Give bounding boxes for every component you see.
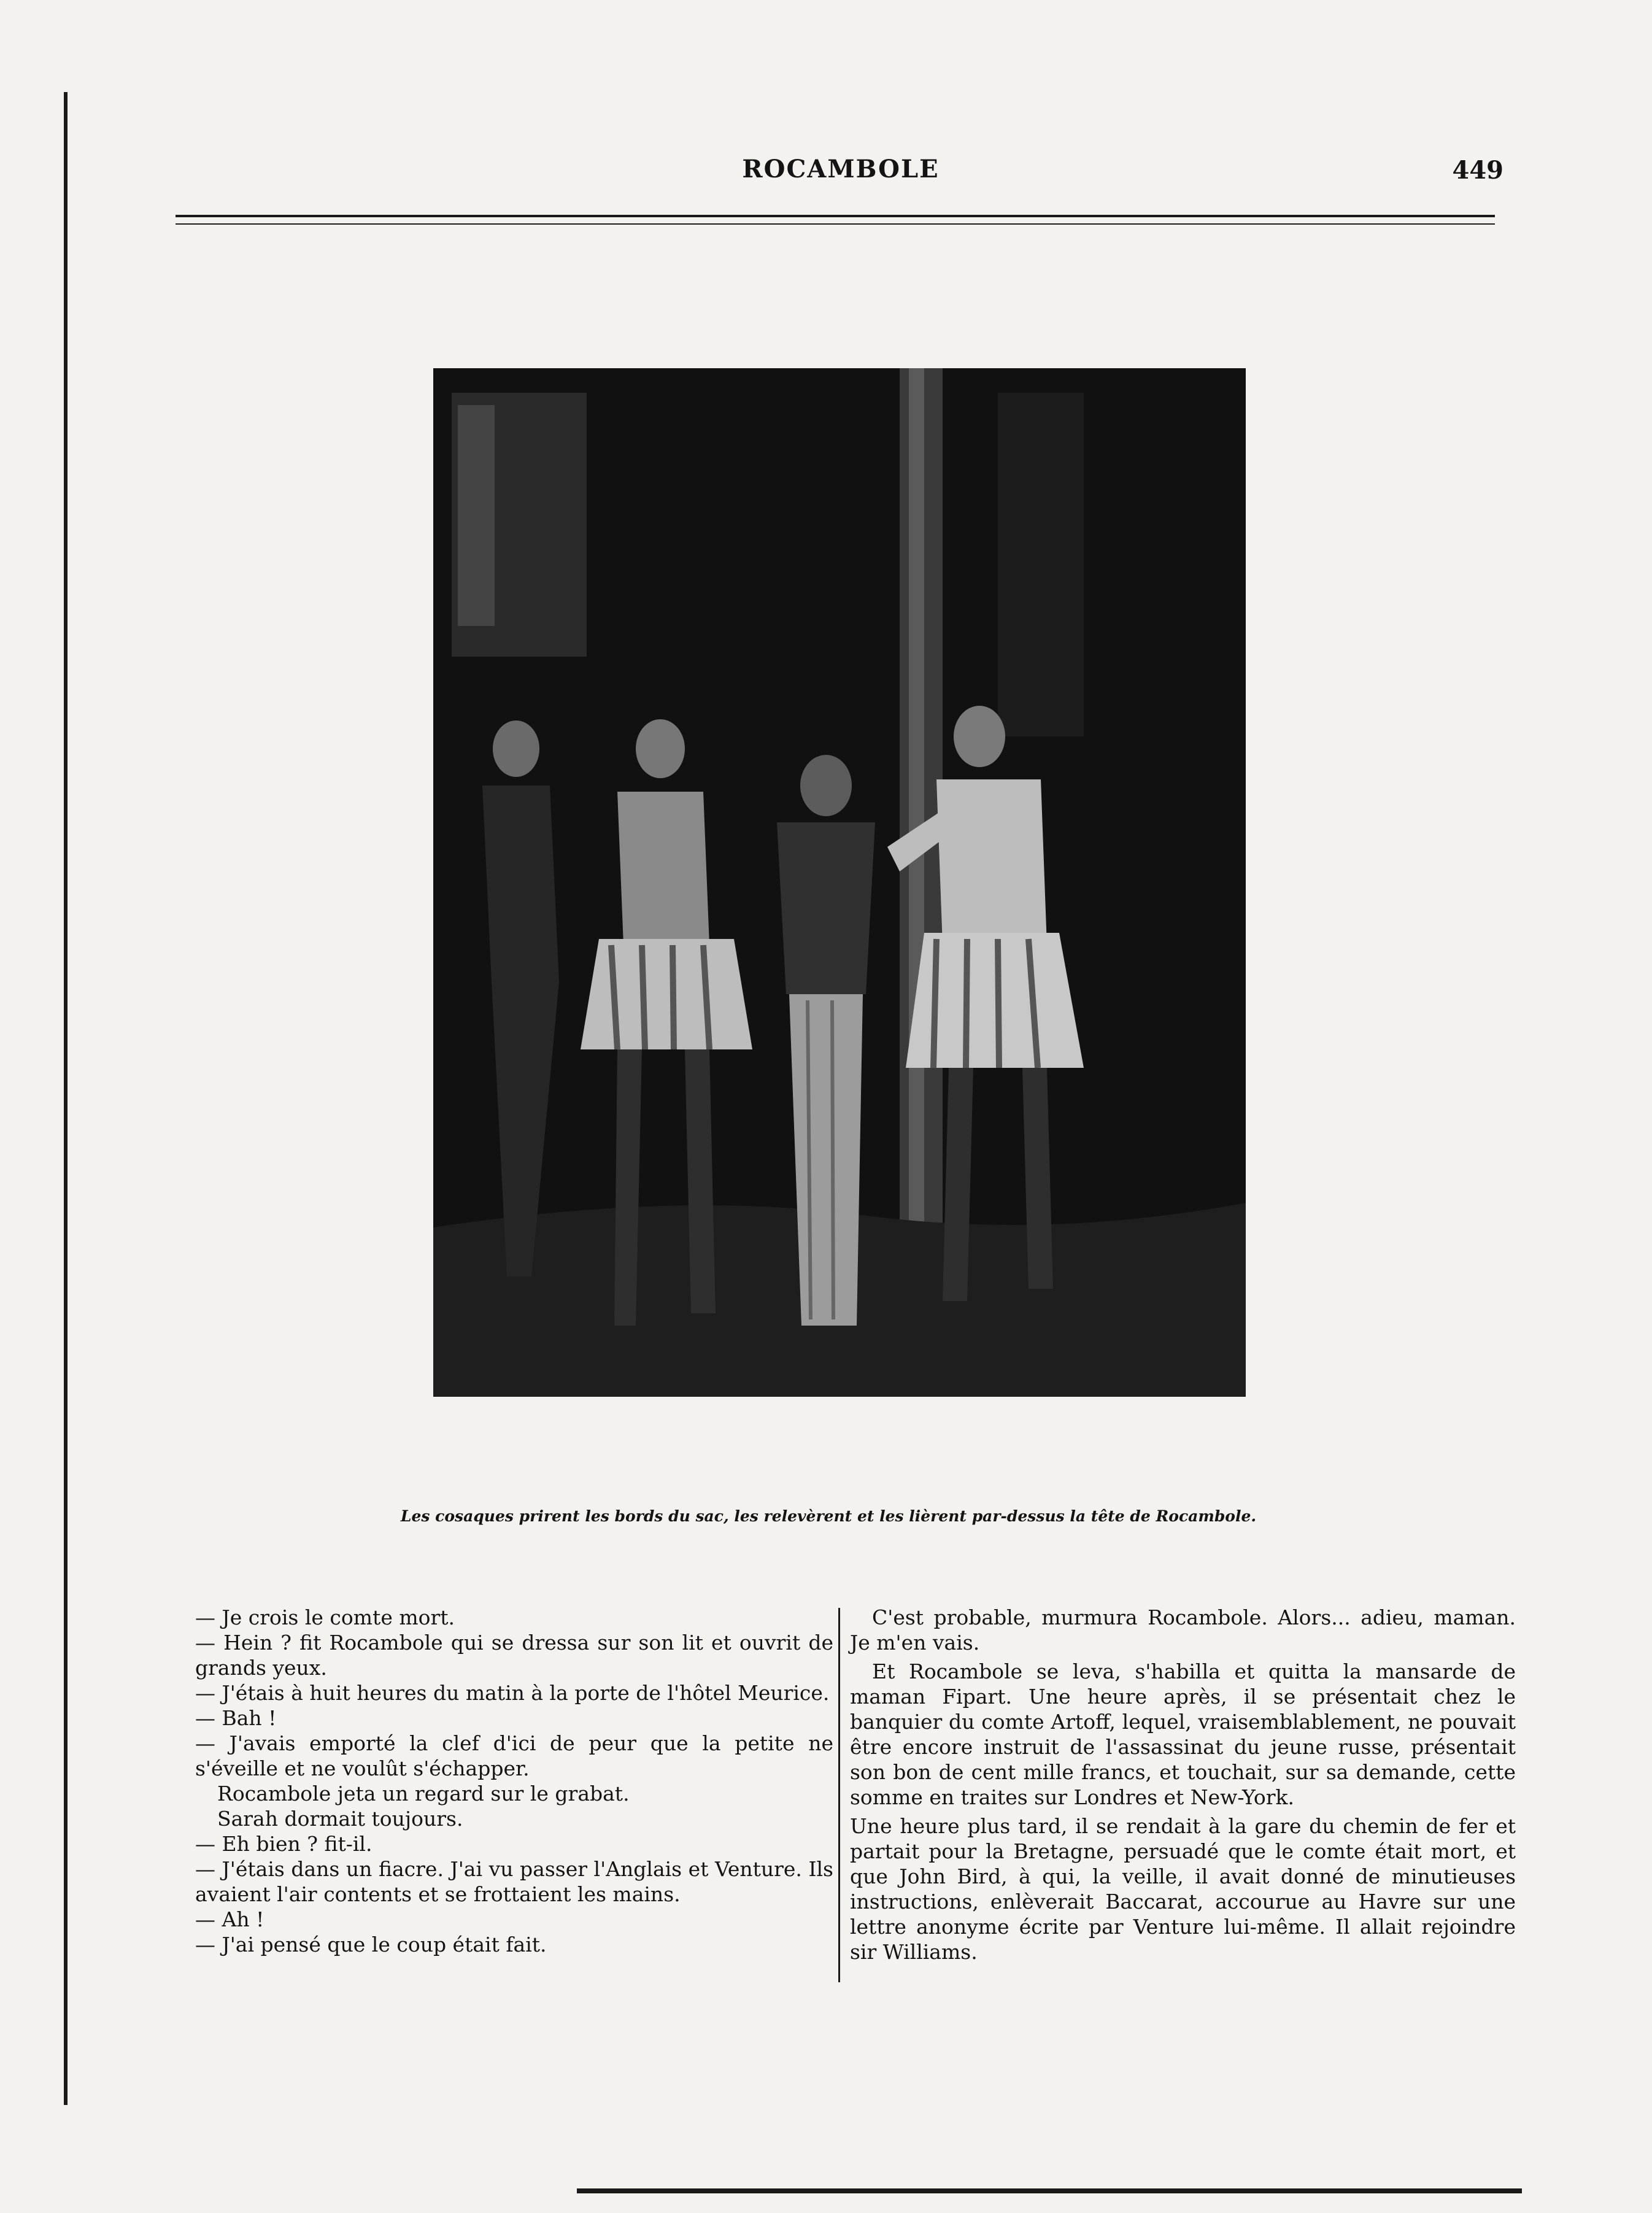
dialogue-line: — Je crois le comte mort. (195, 1605, 455, 1629)
left-margin-rule (64, 92, 68, 2105)
text-column-right (850, 1605, 1516, 1964)
column-divider (838, 1608, 840, 1982)
page-number: 449 (1452, 156, 1503, 185)
header-double-rule (176, 215, 1495, 225)
running-title: ROCAMBOLE (742, 155, 940, 183)
dialogue-line: — Eh bien ? fit-il. (195, 1832, 372, 1856)
dialogue-line: — J'ai pensé que le coup était fait. (195, 1933, 547, 1956)
dialogue-line: — Ah ! (195, 1907, 264, 1931)
narration-line: Rocambole jeta un regard sur le grabat. (217, 1782, 630, 1806)
dialogue-line: — J'étais dans un fiacre. J'ai vu passer l'Anglais et Venture. Ils avaient l'air contents et se frottaient les mains. (195, 1857, 833, 1906)
paragraph: C'est probable, murmura Rocambole. Alors... adieu, maman. Je m'en vais. (850, 1605, 1516, 1655)
text-column-left (195, 1605, 833, 1957)
dialogue-line: — J'avais emporté la clef d'ici de peur que la petite ne s'éveille et ne voulût s'échapper. (195, 1731, 833, 1780)
bottom-edge-rule (577, 2188, 1522, 2193)
illustration-caption: Les cosaques prirent les bords du sac, les relevèrent et les lièrent par-dessus la tête de Rocambole. (400, 1507, 1257, 1525)
narration-line: Sarah dormait toujours. (217, 1807, 463, 1831)
paragraph: Une heure plus tard, il se rendait à la gare du chemin de fer et partait pour la Bretagne, persuadé que le comte était mort, et que John Bird, à qui, la veille, il avait donné de minutieuses instructions, enlèverait Baccarat, accourue au Havre sur une lettre anonyme écrite par Venture lui-même. Il allait rejoindre sir Williams. (850, 1814, 1516, 1964)
paragraph: Et Rocambole se leva, s'habilla et quitta la mansarde de maman Fipart. Une heure après, il se présentait chez le banquier du comte Artoff, lequel, vraisemblablement, ne pouvait être encore instruit de l'assassinat du jeune russe, présentait son bon de cent mille francs, et touchait, sur sa demande, cette somme en traites sur Londres et New-York. (850, 1659, 1516, 1809)
running-head (0, 155, 1652, 191)
engraving-figures (433, 368, 1246, 1397)
dialogue-line: — J'étais à huit heures du matin à la porte de l'hôtel Meurice. (195, 1681, 830, 1705)
engraving-illustration (433, 368, 1246, 1397)
dialogue-line: — Bah ! (195, 1706, 277, 1730)
dialogue-line: — Hein ? fit Rocambole qui se dressa sur son lit et ouvrit de grands yeux. (195, 1631, 833, 1680)
